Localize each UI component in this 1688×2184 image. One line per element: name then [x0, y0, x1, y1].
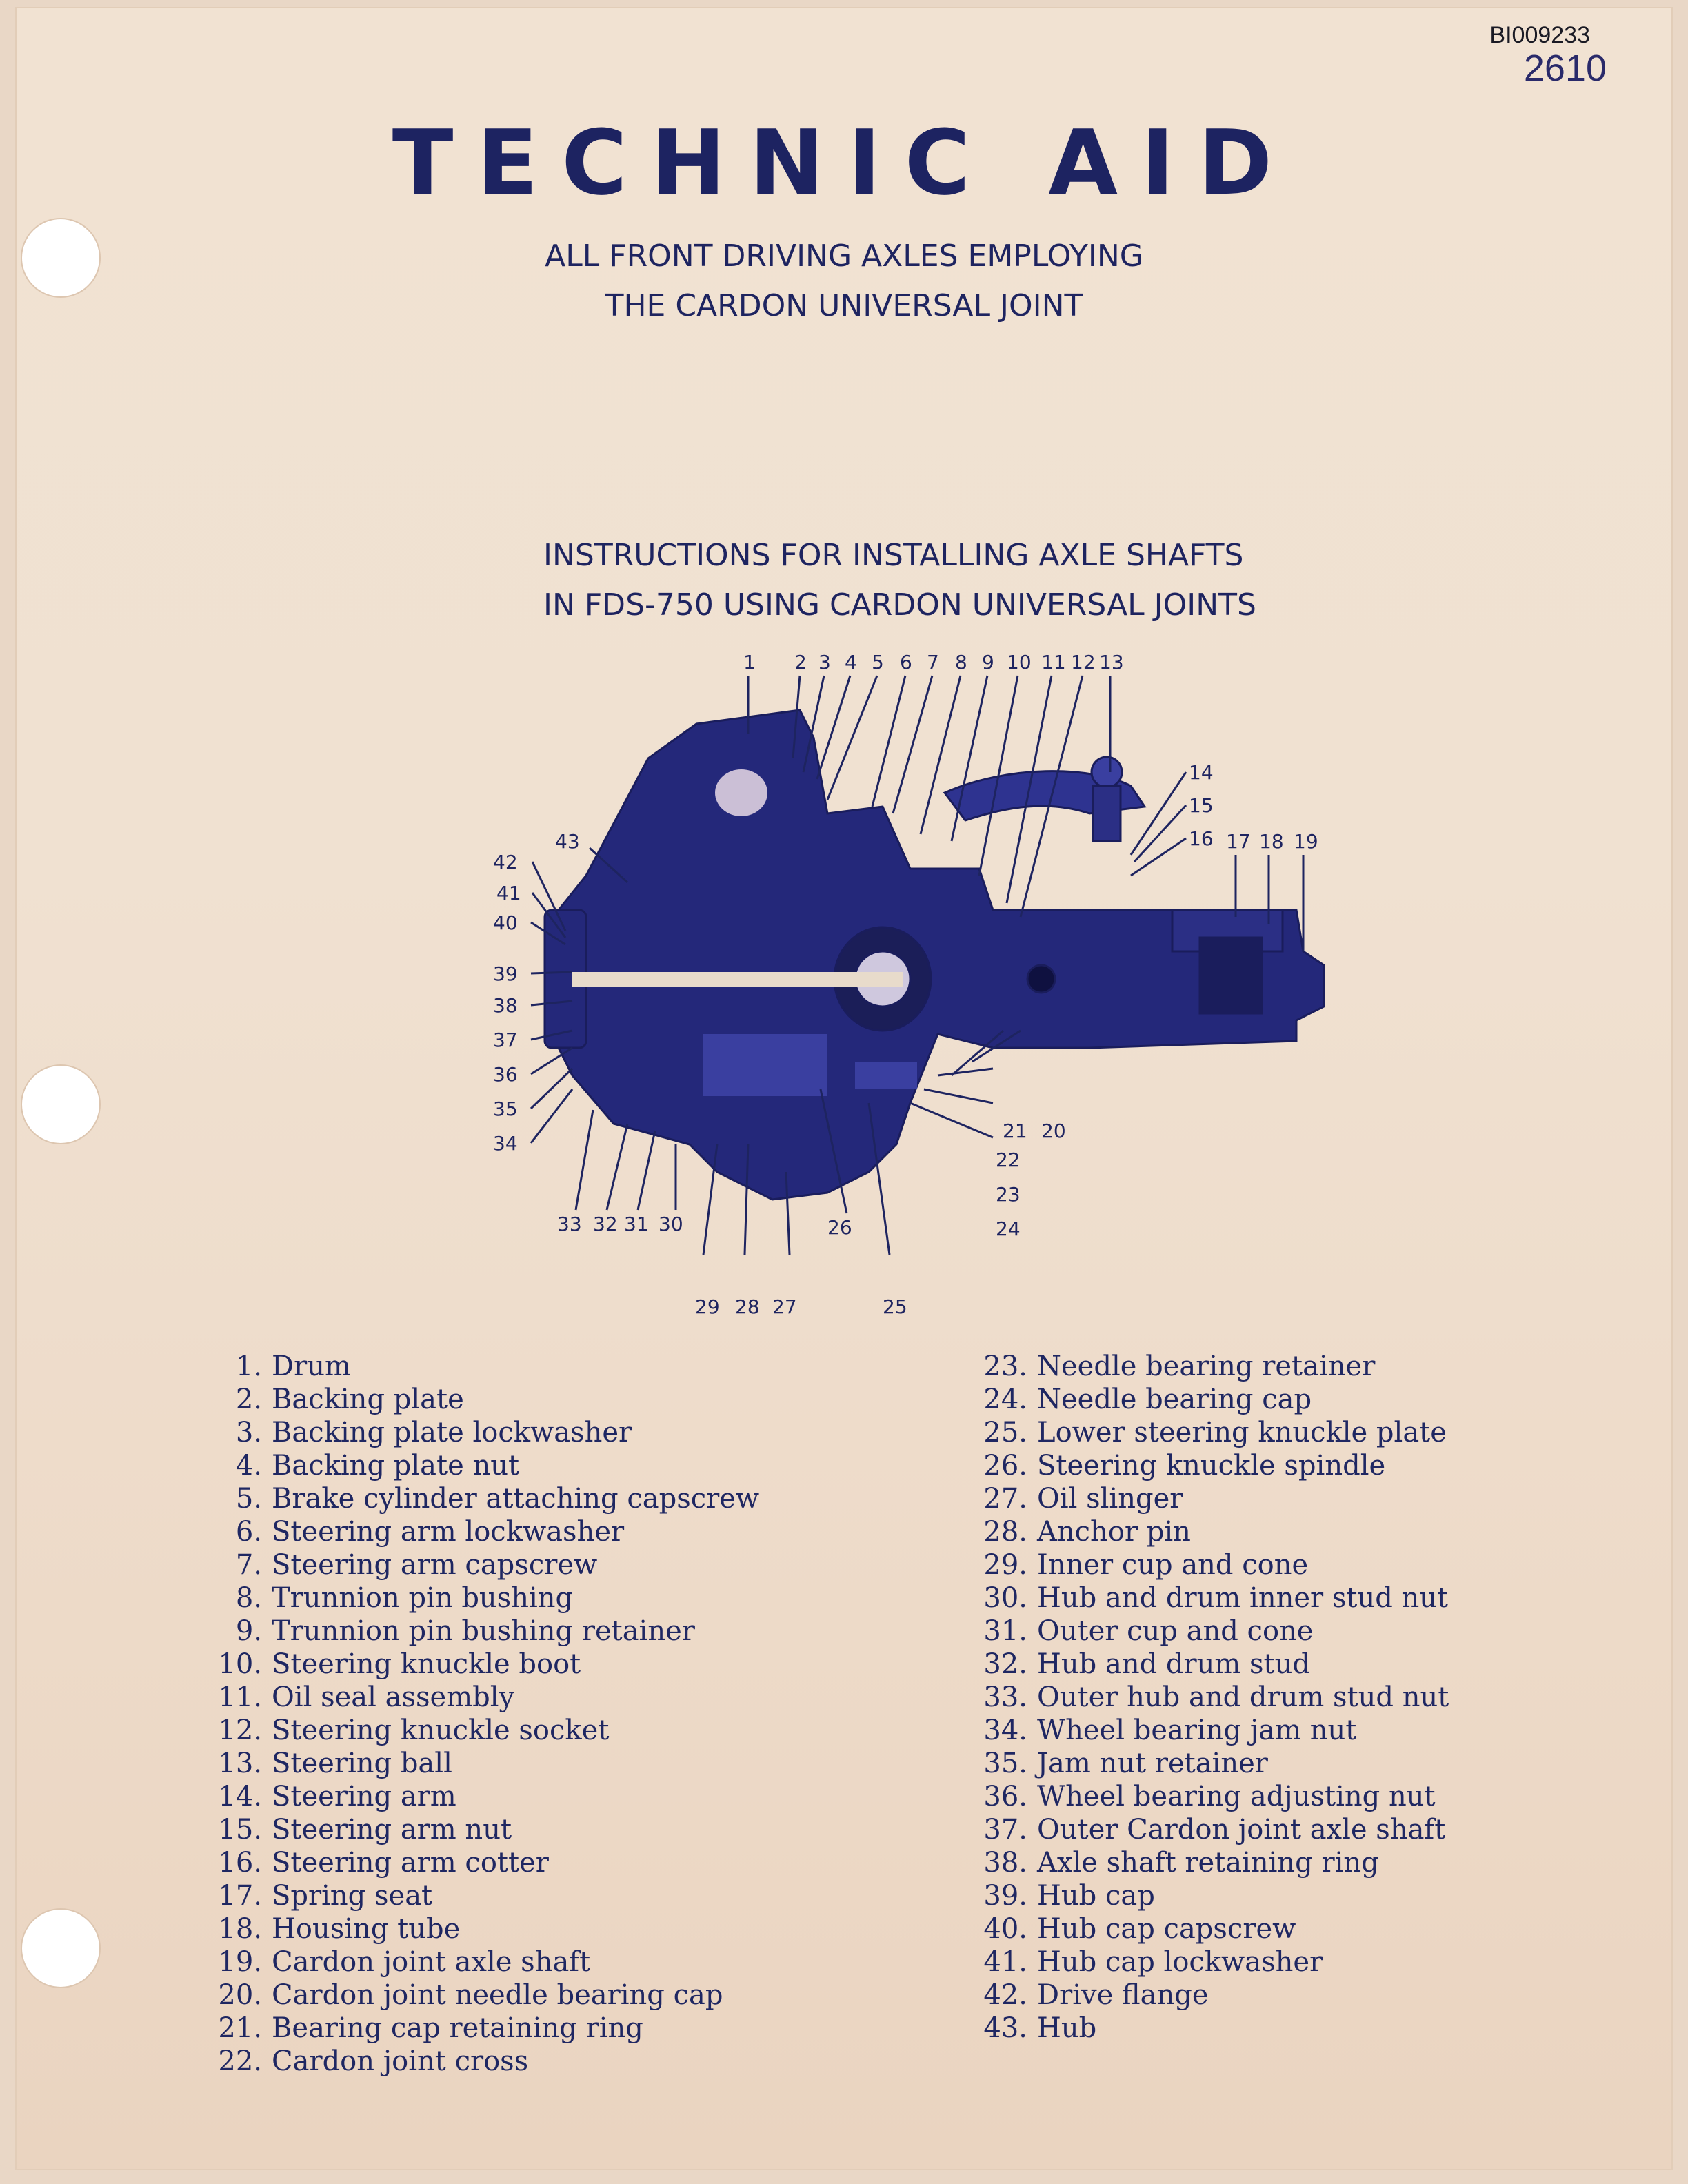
- part-name: Steering ball: [272, 1748, 452, 1779]
- callout-18: 18: [1259, 830, 1284, 853]
- part-number: 23.: [983, 1351, 1027, 1382]
- callout-43: 43: [555, 830, 580, 853]
- callout-27: 27: [772, 1295, 797, 1318]
- part-number: 34.: [983, 1715, 1027, 1746]
- part-list-item: [965, 1383, 1449, 1416]
- callout-25: 25: [883, 1295, 907, 1318]
- part-list-item: [965, 1515, 1449, 1548]
- subtitle-line-1: ALL FRONT DRIVING AXLES EMPLOYING: [545, 239, 1143, 274]
- part-name: Backing plate nut: [272, 1450, 520, 1482]
- callout-21: 21: [1003, 1120, 1027, 1142]
- part-name: Wheel bearing adjusting nut: [1037, 1781, 1436, 1812]
- part-name: Outer hub and drum stud nut: [1037, 1681, 1449, 1713]
- part-number: 13.: [218, 1748, 262, 1779]
- callout-12: 12: [1071, 651, 1096, 674]
- callout-30: 30: [659, 1213, 683, 1235]
- part-number: 25.: [983, 1417, 1027, 1448]
- part-list-item: [200, 1416, 759, 1449]
- part-list-item: [200, 1581, 759, 1615]
- part-name: Cardon joint axle shaft: [272, 1946, 591, 1978]
- callout-9: 9: [982, 651, 994, 674]
- part-name: Lower steering knuckle plate: [1037, 1417, 1447, 1448]
- part-number: 26.: [983, 1450, 1027, 1482]
- part-name: Drive flange: [1037, 1979, 1209, 2011]
- parts-list-right: [965, 1350, 1449, 2045]
- part-name: Steering arm nut: [272, 1814, 512, 1846]
- part-name: Steering knuckle socket: [272, 1715, 610, 1746]
- callout-17: 17: [1226, 830, 1251, 853]
- part-list-item: [965, 1449, 1449, 1482]
- callout-39: 39: [493, 962, 518, 985]
- callout-33: 33: [557, 1213, 582, 1235]
- part-number: 7.: [235, 1549, 262, 1581]
- callout-10: 10: [1007, 651, 1032, 674]
- part-number: 9.: [235, 1615, 262, 1647]
- part-number: 35.: [983, 1748, 1027, 1779]
- part-list-item: [965, 1648, 1449, 1681]
- part-number: 29.: [983, 1549, 1027, 1581]
- part-name: Hub: [1037, 2012, 1097, 2044]
- part-name: Hub cap: [1037, 1880, 1155, 1912]
- part-list-item: [200, 1648, 759, 1681]
- part-list-item: [200, 1846, 759, 1879]
- part-list-item: [200, 1482, 759, 1515]
- callout-24: 24: [996, 1217, 1021, 1240]
- callout-4: 4: [845, 651, 857, 674]
- callout-31: 31: [624, 1213, 649, 1235]
- page-title: TECHNIC AID: [392, 110, 1296, 215]
- punch-hole: [22, 1066, 99, 1143]
- part-number: 10.: [218, 1648, 262, 1680]
- callout-37: 37: [493, 1029, 518, 1051]
- part-name: Hub cap lockwasher: [1037, 1946, 1323, 1978]
- part-list-item: [965, 1979, 1449, 2012]
- part-number: 42.: [983, 1979, 1027, 2011]
- callout-32: 32: [593, 1213, 618, 1235]
- part-list-item: [200, 1979, 759, 2012]
- callout-7: 7: [927, 651, 939, 674]
- part-name: Bearing cap retaining ring: [272, 2012, 643, 2044]
- part-list-item: [965, 1846, 1449, 1879]
- part-number: 40.: [983, 1913, 1027, 1945]
- part-list-item: [965, 1482, 1449, 1515]
- part-number: 21.: [218, 2012, 262, 2044]
- part-name: Spring seat: [272, 1880, 433, 1912]
- part-number: 15.: [218, 1814, 262, 1846]
- part-number: 19.: [218, 1946, 262, 1978]
- part-name: Backing plate lockwasher: [272, 1417, 632, 1448]
- part-name: Jam nut retainer: [1037, 1748, 1268, 1779]
- callout-28: 28: [735, 1295, 760, 1318]
- part-number: 41.: [983, 1946, 1027, 1978]
- part-name: Hub and drum stud: [1037, 1648, 1310, 1680]
- part-list-item: [200, 2045, 759, 2078]
- part-name: Steering arm: [272, 1781, 456, 1812]
- part-name: Hub cap capscrew: [1037, 1913, 1296, 1945]
- part-list-item: [200, 1813, 759, 1846]
- callout-14: 14: [1189, 761, 1214, 784]
- part-number: 17.: [218, 1880, 262, 1912]
- part-number: 30.: [983, 1582, 1027, 1614]
- part-name: Cardon joint needle bearing cap: [272, 1979, 723, 2011]
- part-number: 39.: [983, 1880, 1027, 1912]
- part-name: Brake cylinder attaching capscrew: [272, 1483, 760, 1515]
- part-list-item: [965, 1350, 1449, 1383]
- part-list-item: [200, 1879, 759, 1912]
- part-number: 28.: [983, 1516, 1027, 1548]
- part-name: Steering knuckle boot: [272, 1648, 581, 1680]
- callout-13: 13: [1099, 651, 1124, 674]
- part-list-item: [200, 1714, 759, 1747]
- part-list-item: [200, 1548, 759, 1581]
- part-number: 32.: [983, 1648, 1027, 1680]
- part-name: Trunnion pin bushing: [272, 1582, 574, 1614]
- part-list-item: [965, 1945, 1449, 1979]
- part-name: Needle bearing retainer: [1037, 1351, 1376, 1382]
- part-name: Inner cup and cone: [1037, 1549, 1309, 1581]
- callout-8: 8: [955, 651, 967, 674]
- callout-29: 29: [695, 1295, 720, 1318]
- part-number: 31.: [983, 1615, 1027, 1647]
- parts-list-left: [200, 1350, 759, 2078]
- part-list-item: [965, 2012, 1449, 2045]
- part-name: Wheel bearing jam nut: [1037, 1715, 1357, 1746]
- part-list-item: [200, 1615, 759, 1648]
- callout-35: 35: [493, 1098, 518, 1120]
- part-number: 24.: [983, 1384, 1027, 1415]
- part-list-item: [965, 1581, 1449, 1615]
- part-list-item: [200, 1681, 759, 1714]
- part-number: 3.: [235, 1417, 262, 1448]
- part-number: 4.: [235, 1450, 262, 1482]
- callout-19: 19: [1294, 830, 1318, 853]
- part-number: 11.: [218, 1681, 262, 1713]
- part-name: Oil seal assembly: [272, 1681, 515, 1713]
- part-number: 2.: [235, 1384, 262, 1415]
- part-name: Trunnion pin bushing retainer: [272, 1615, 695, 1647]
- part-list-item: [200, 1912, 759, 1945]
- callout-41: 41: [496, 882, 521, 904]
- part-list-item: [965, 1747, 1449, 1780]
- part-number: 36.: [983, 1781, 1027, 1812]
- part-number: 14.: [218, 1781, 262, 1812]
- part-number: 27.: [983, 1483, 1027, 1515]
- part-name: Steering arm cotter: [272, 1847, 549, 1879]
- part-number: 33.: [983, 1681, 1027, 1713]
- part-list-item: [965, 1548, 1449, 1581]
- part-list-item: [200, 1747, 759, 1780]
- part-name: Cardon joint cross: [272, 2045, 529, 2077]
- instructions-line-2: IN FDS-750 USING CARDON UNIVERSAL JOINTS: [543, 587, 1256, 623]
- part-number: 6.: [235, 1516, 262, 1548]
- part-name: Outer cup and cone: [1037, 1615, 1314, 1647]
- part-list-item: [965, 1912, 1449, 1945]
- part-number: 12.: [218, 1715, 262, 1746]
- part-number: 37.: [983, 1814, 1027, 1846]
- punch-hole: [22, 1910, 99, 1987]
- axle-cutaway-diagram: [469, 648, 1365, 1324]
- part-list-item: [200, 1515, 759, 1548]
- callout-40: 40: [493, 911, 518, 934]
- part-name: Axle shaft retaining ring: [1037, 1847, 1379, 1879]
- part-list-item: [965, 1416, 1449, 1449]
- part-name: Hub and drum inner stud nut: [1037, 1582, 1449, 1614]
- callout-11: 11: [1041, 651, 1066, 674]
- callout-1: 1: [743, 651, 756, 674]
- part-name: Steering knuckle spindle: [1037, 1450, 1386, 1482]
- subtitle-line-2: THE CARDON UNIVERSAL JOINT: [605, 288, 1083, 323]
- part-number: 5.: [235, 1483, 262, 1515]
- callout-36: 36: [493, 1063, 518, 1086]
- part-list-item: [965, 1714, 1449, 1747]
- part-list-item: [965, 1813, 1449, 1846]
- document-id: BI009233: [1489, 22, 1590, 48]
- callout-3: 3: [818, 651, 831, 674]
- part-list-item: [200, 1383, 759, 1416]
- part-list-item: [200, 2012, 759, 2045]
- part-number: 20.: [218, 1979, 262, 2011]
- part-list-item: [200, 1780, 759, 1813]
- callout-6: 6: [900, 651, 912, 674]
- part-name: Housing tube: [272, 1913, 461, 1945]
- part-number: 18.: [218, 1913, 262, 1945]
- part-number: 1.: [235, 1351, 262, 1382]
- part-list-item: [965, 1681, 1449, 1714]
- callout-22: 22: [996, 1149, 1021, 1171]
- part-number: 43.: [983, 2012, 1027, 2044]
- document-number: 2610: [1523, 48, 1607, 89]
- part-name: Steering arm lockwasher: [272, 1516, 625, 1548]
- callout-5: 5: [872, 651, 884, 674]
- callout-26: 26: [827, 1216, 852, 1239]
- part-name: Steering arm capscrew: [272, 1549, 598, 1581]
- callout-42: 42: [493, 851, 518, 873]
- part-list-item: [965, 1615, 1449, 1648]
- part-name: Backing plate: [272, 1384, 464, 1415]
- part-number: 22.: [218, 2045, 262, 2077]
- callout-16: 16: [1189, 827, 1214, 850]
- part-name: Oil slinger: [1037, 1483, 1183, 1515]
- part-number: 38.: [983, 1847, 1027, 1879]
- part-list-item: [200, 1350, 759, 1383]
- callout-23: 23: [996, 1183, 1021, 1206]
- part-list-item: [965, 1780, 1449, 1813]
- callout-20: 20: [1041, 1120, 1066, 1142]
- part-name: Anchor pin: [1037, 1516, 1191, 1548]
- part-list-item: [200, 1449, 759, 1482]
- part-number: 8.: [235, 1582, 262, 1614]
- part-name: Needle bearing cap: [1037, 1384, 1312, 1415]
- part-list-item: [965, 1879, 1449, 1912]
- callout-34: 34: [493, 1132, 518, 1155]
- part-list-item: [200, 1945, 759, 1979]
- instructions-line-1: INSTRUCTIONS FOR INSTALLING AXLE SHAFTS: [543, 538, 1244, 573]
- part-number: 16.: [218, 1847, 262, 1879]
- callout-38: 38: [493, 994, 518, 1017]
- part-name: Outer Cardon joint axle shaft: [1037, 1814, 1446, 1846]
- part-name: Drum: [272, 1351, 351, 1382]
- callout-2: 2: [794, 651, 807, 674]
- callout-15: 15: [1189, 794, 1214, 817]
